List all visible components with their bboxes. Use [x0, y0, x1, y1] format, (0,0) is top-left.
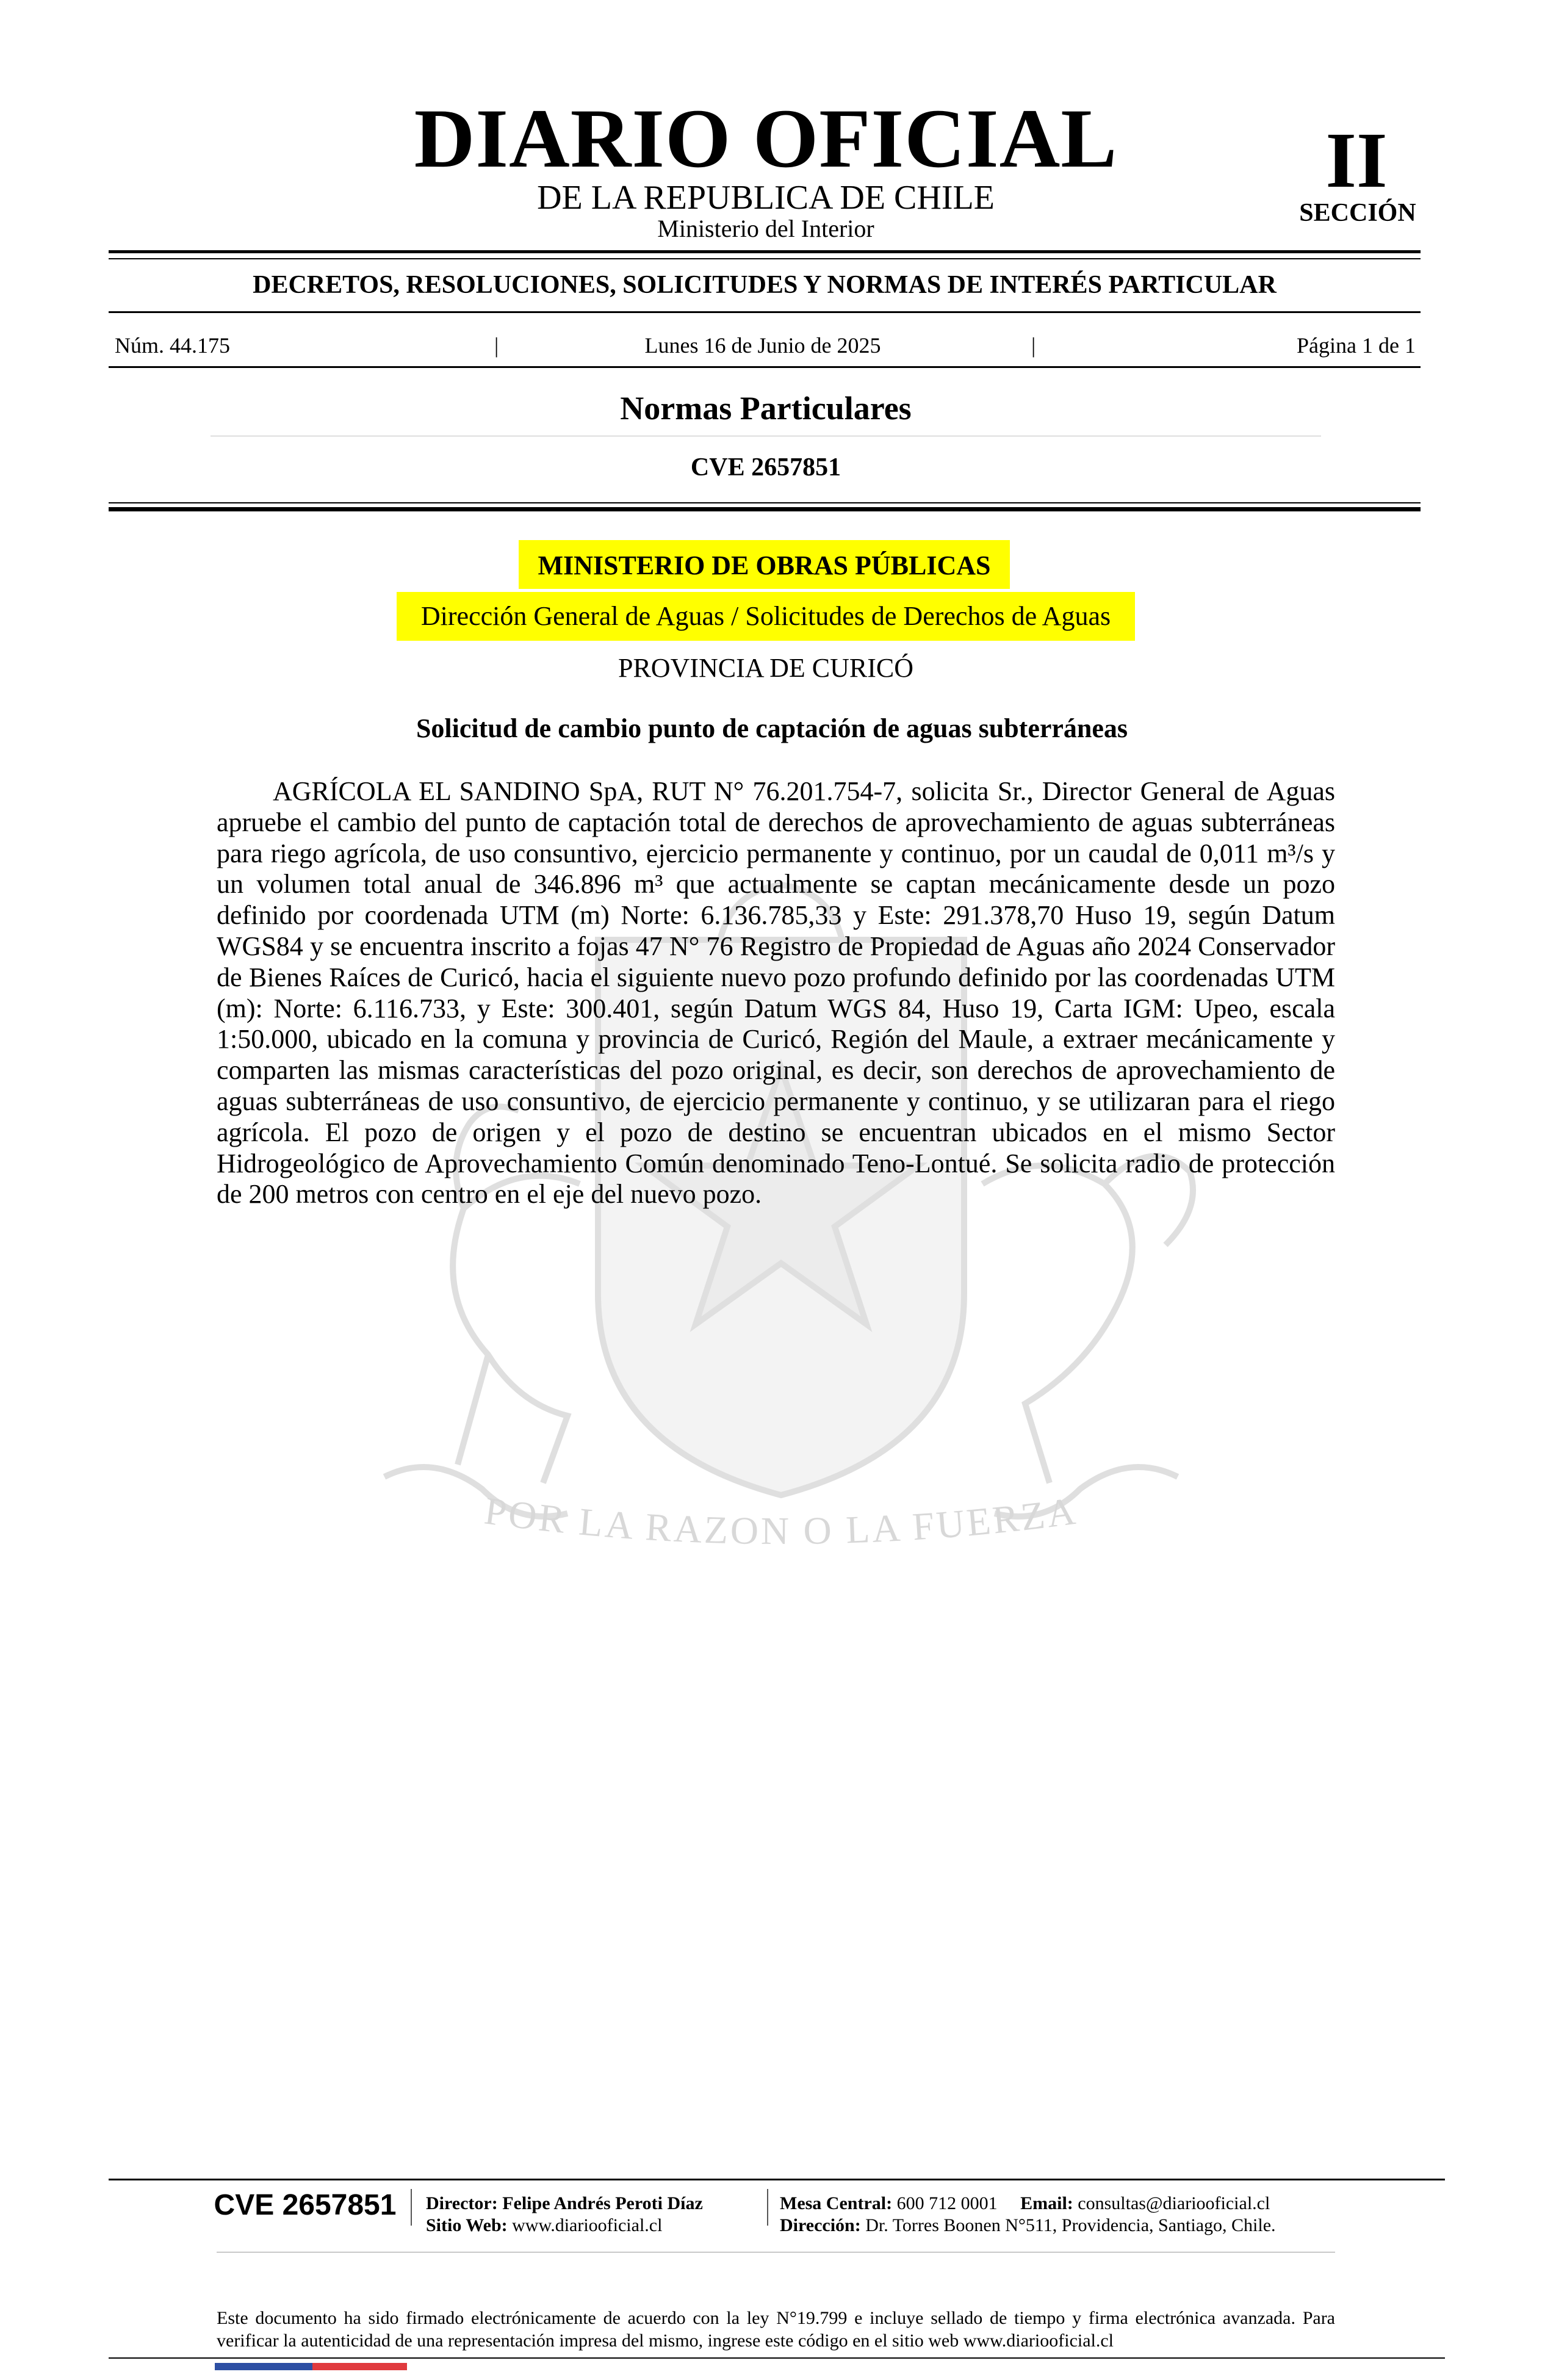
- phone-label: Mesa Central:: [780, 2193, 893, 2213]
- cve-rule-thick: [109, 507, 1421, 511]
- header-rule-top: [109, 250, 1421, 253]
- footer-divider-right: [767, 2189, 768, 2226]
- motto-text: POR LA RAZON O LA FUERZA: [481, 1488, 1081, 1553]
- email-label: Email:: [1020, 2193, 1073, 2213]
- footer-rule-top: [109, 2179, 1445, 2180]
- website-label: Sitio Web:: [426, 2215, 508, 2235]
- issue-number: Núm. 44.175: [115, 333, 230, 358]
- address-text: Dr. Torres Boonen N°511, Providencia, Santiago, Chile.: [865, 2215, 1276, 2235]
- body-text: AGRÍCOLA EL SANDINO SpA, RUT N° 76.201.754-7, solicita Sr., Director General de Aguas apruebe el cambio del punto de captación total de derechos de aprovechamiento de aguas subterráneas para riego agrícola, de uso consuntivo, ejercicio permanente y continuo, por un caudal de 0,011 m³/s y un volumen total anual de 346.896 m³ que actualmente se captan mecánicamente desde un pozo definido por coordenada UTM (m) Norte: 6.136.785,33 y Este: 291.378,70 Huso 19, según Datum WGS84 y se encuentra inscrito a fojas 47 N° 76 Registro de Propiedad de Aguas año 2024 Conservador de Bienes Raíces de Curicó, hacia el siguiente nuevo pozo profundo definido por las coordenadas UTM (m): Norte: 6.116.733, y Este: 300.401, según Datum WGS 84, Huso 19, Carta IGM: Upeo, escala 1:50.000, ubicado en la comuna y provincia de Curicó, Región del Maule, a extraer mecánicamente y comparten las mismas características del pozo original, es decir, son derechos de aprovechamiento de aguas subterráneas de uso consuntivo, de ejercicio permanente y continuo, y se utilizaran para el riego agrícola. El pozo de origen y el pozo de destino se encuentran ubicados en el mismo Sector Hidrogeológico de Aprovechamiento Común denominado Teno-Lontué. Se solicita radio de protección de 200 metros con centro en el eje del nuevo pozo.: [217, 776, 1335, 1210]
- address-label: Dirección:: [780, 2215, 861, 2235]
- directorate-name: Dirección General de Aguas / Solicitudes de Derechos de Aguas: [397, 592, 1135, 641]
- section-number: II: [1325, 117, 1388, 204]
- email-link[interactable]: consultas@diariooficial.cl: [1078, 2193, 1270, 2213]
- footer-divider-left: [411, 2189, 412, 2226]
- website-link[interactable]: www.diariooficial.cl: [512, 2215, 663, 2235]
- masthead-subtitle: DE LA REPUBLICA DE CHILE: [537, 179, 995, 217]
- footer-cve: CVE 2657851: [214, 2189, 397, 2221]
- issue-date: Lunes 16 de Junio de 2025: [644, 333, 881, 358]
- section-heading: Normas Particulares: [620, 390, 912, 427]
- cve-rule-thin: [109, 502, 1421, 503]
- page-indicator: Página 1 de 1: [1297, 333, 1416, 358]
- request-title: Solicitud de cambio punto de captación de aguas subterráneas: [416, 713, 1128, 743]
- svg-text:POR LA RAZON O LA FUERZA: [482, 1489, 1080, 1553]
- cve-heading: CVE 2657851: [690, 453, 841, 481]
- header-rule-bottom: [109, 311, 1421, 313]
- footer-director-line: [426, 2194, 703, 2213]
- phone-number: 600 712 0001: [896, 2193, 998, 2213]
- footer-rule-bottom: [109, 2357, 1445, 2359]
- flag-stripe-red: [312, 2363, 407, 2370]
- masthead-ministry: Ministerio del Interior: [657, 215, 874, 242]
- meta-separator-left: |: [494, 333, 499, 358]
- ministry-name: MINISTERIO DE OBRAS PÚBLICAS: [519, 540, 1010, 589]
- meta-separator-right: |: [1031, 333, 1036, 358]
- footer-address-line: [780, 2216, 1276, 2235]
- province-heading: PROVINCIA DE CURICÓ: [618, 653, 914, 683]
- footer-website-line: [426, 2216, 662, 2235]
- header-banner: DECRETOS, RESOLUCIONES, SOLICITUDES Y NORMAS DE INTERÉS PARTICULAR: [253, 271, 1277, 299]
- header-rule-top-thin: [109, 258, 1421, 259]
- flag-stripe-blue: [215, 2363, 312, 2370]
- director-label: Director:: [426, 2193, 498, 2213]
- meta-rule: [109, 366, 1421, 368]
- section-label: SECCIÓN: [1299, 199, 1416, 227]
- masthead-title: DIARIO OFICIAL: [414, 92, 1118, 185]
- director-name: Felipe Andrés Peroti Díaz: [502, 2193, 703, 2213]
- footer-note: Este documento ha sido firmado electrónicamente de acuerdo con la ley N°19.799 e incluye sellado de tiempo y firma electrónica avanzada. Para verificar la autenticidad de una representación impresa del mismo, ingrese este código en el sitio web www.diariooficial.cl: [217, 2308, 1335, 2351]
- footer-contact-line: [780, 2194, 1270, 2213]
